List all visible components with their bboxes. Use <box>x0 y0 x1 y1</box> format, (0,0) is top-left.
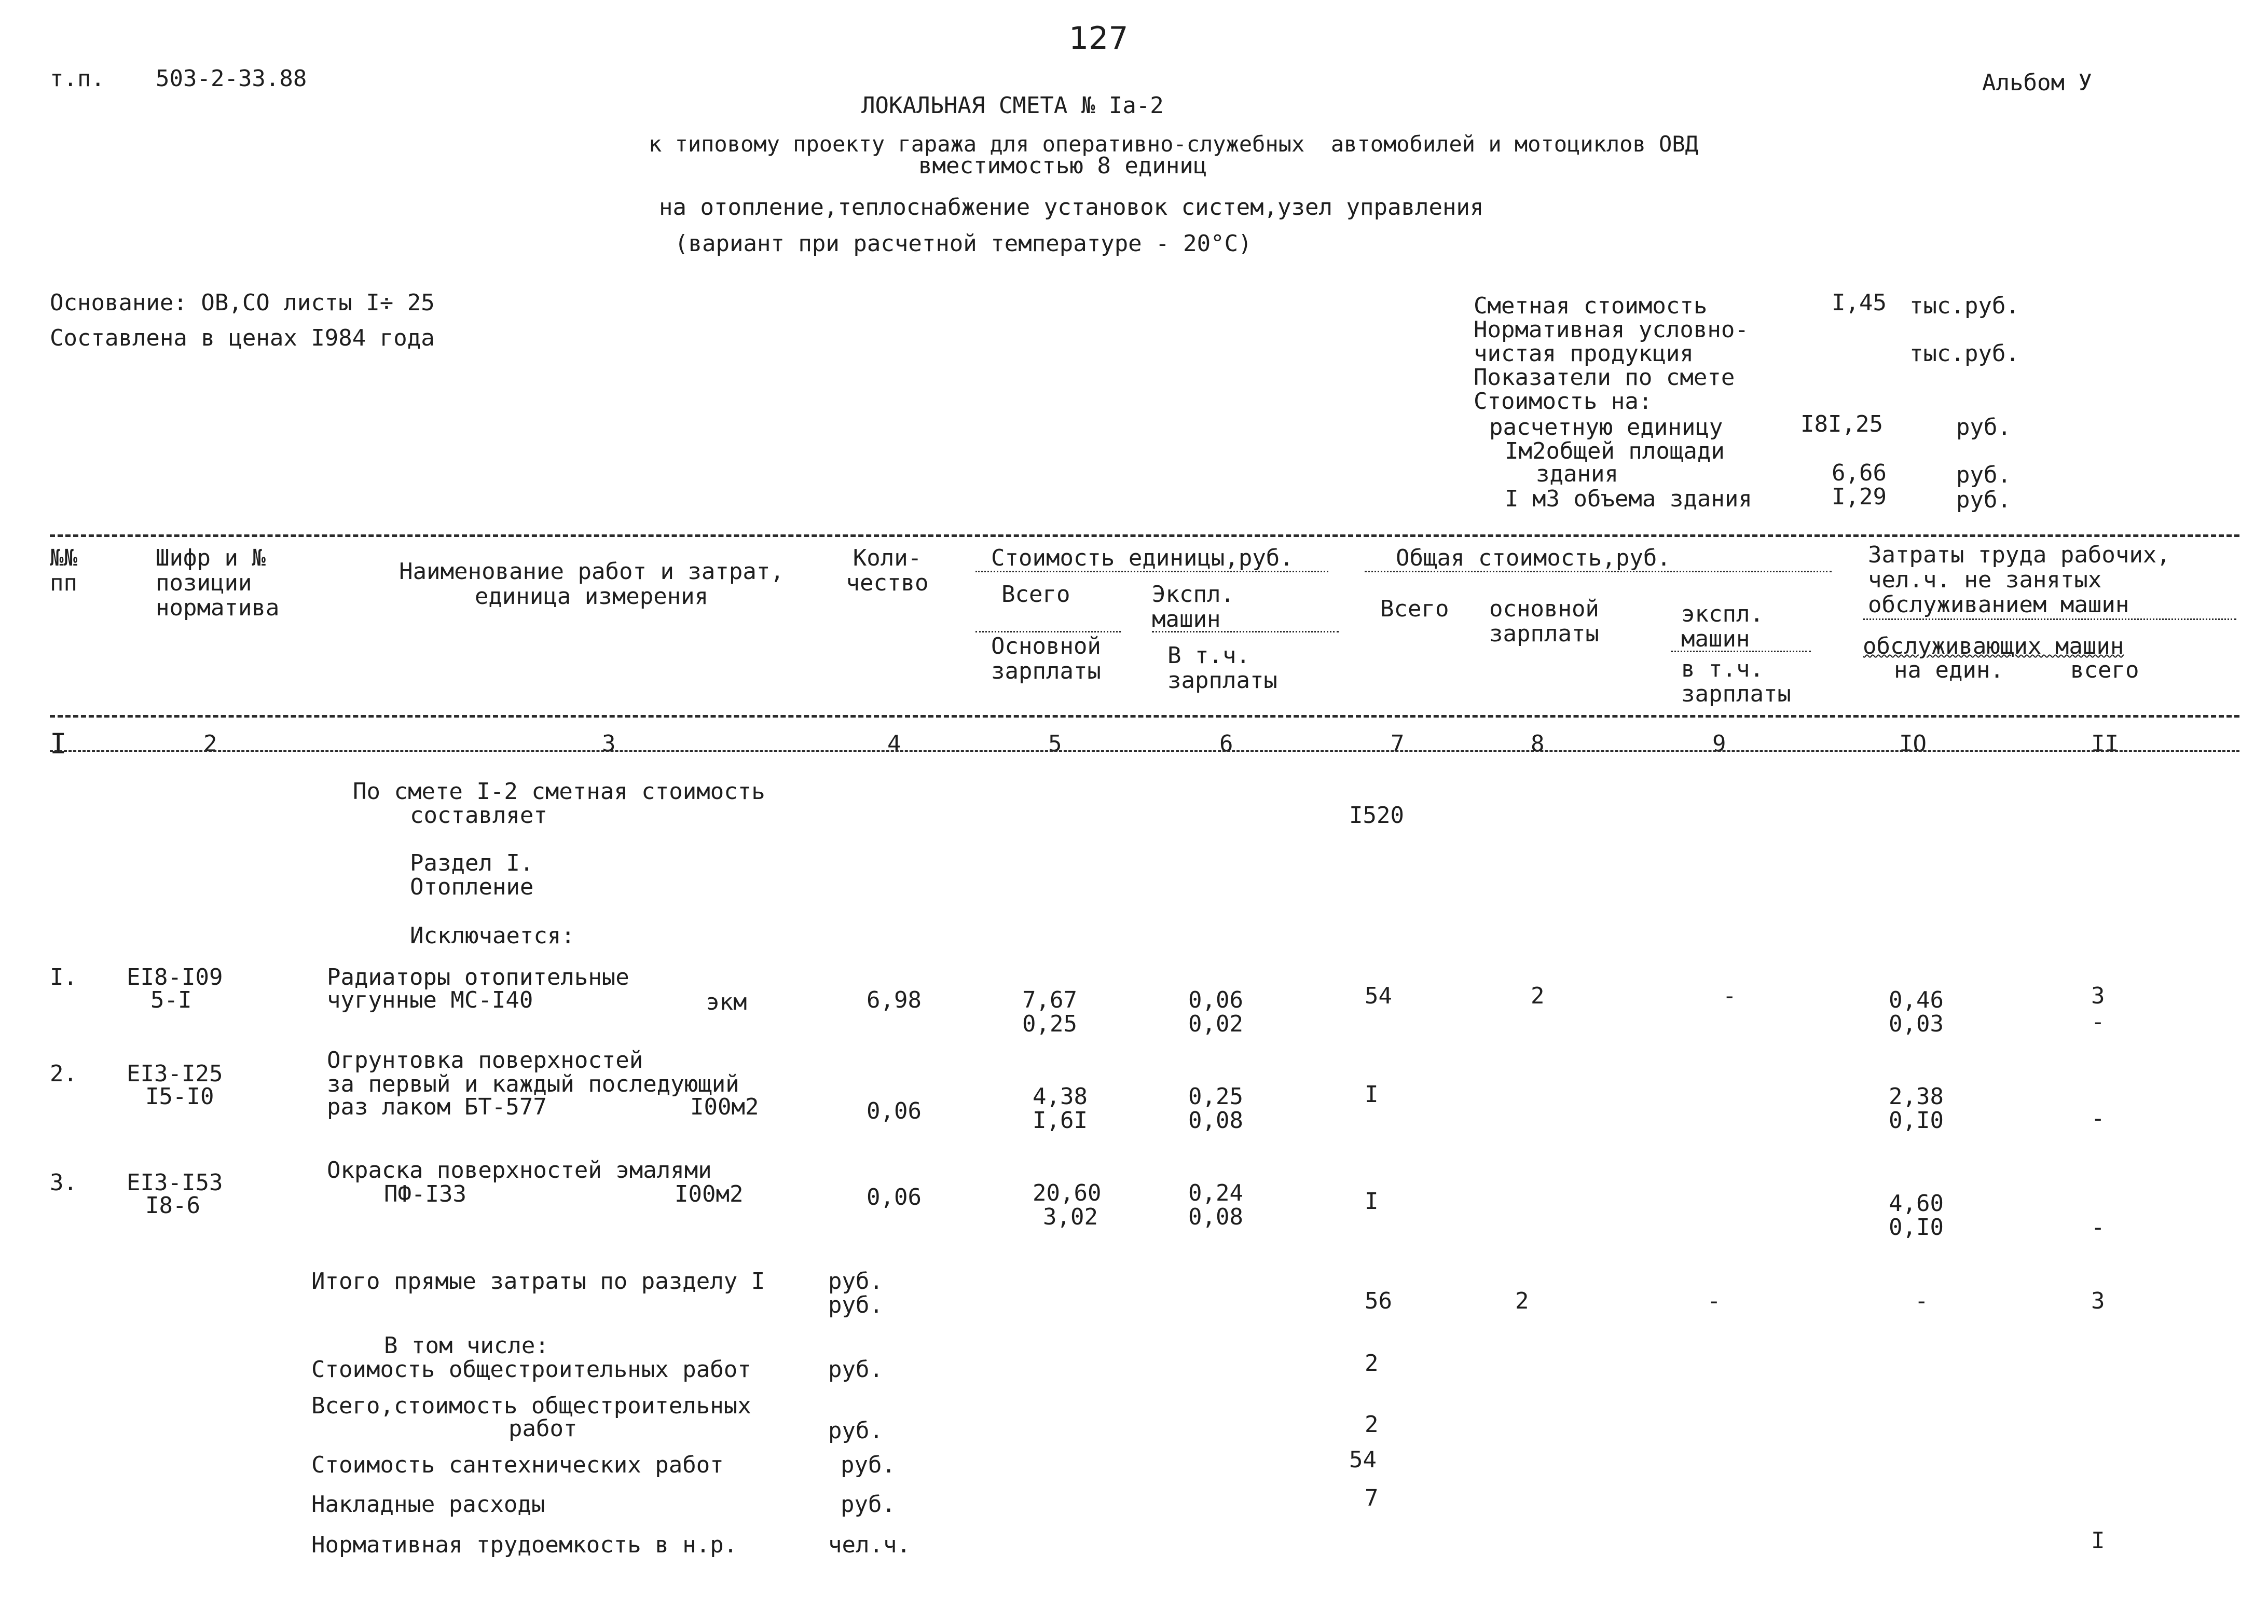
row-total-machines: - <box>1723 983 1737 1009</box>
all-general-label-1: Всего,стоимость общестроительных <box>311 1393 751 1419</box>
col-header-code: Шифр и № позиции норматива <box>156 545 280 621</box>
summary-cost-per-label: Стоимость на: <box>1474 388 1653 415</box>
col-header-labor: Затраты труда рабочих, чел.ч. не занятых обслуживанием машин <box>1868 542 2170 618</box>
all-general-value: 2 <box>1365 1411 1379 1438</box>
unit-machines-rule <box>1152 631 1339 632</box>
row-quantity: 6,98 <box>867 987 922 1013</box>
labor-norm-value: I <box>2091 1527 2105 1554</box>
summary-cost-label: Сметная стоимость <box>1474 293 1708 319</box>
section-name: Отопление <box>410 874 534 900</box>
summary-normative-unit: тыс.руб. <box>1909 340 2019 367</box>
direct-costs-unit-2: руб. <box>828 1292 883 1318</box>
col-header-number: №№ пп <box>50 545 77 596</box>
row-unit-machines: 0,24 <box>1188 1180 1243 1206</box>
subtitle-3: на отопление,теплоснабжение установок систем,узел управления <box>659 194 1484 221</box>
unit-cost-rule <box>975 571 1328 572</box>
project-label: т.п. <box>50 65 105 92</box>
row-name: Окраска поверхностей эмалями <box>327 1157 712 1183</box>
col-header-labor-serving: обслуживающих машин <box>1863 633 2124 659</box>
col-header-labor-per-unit: на един. <box>1894 657 2004 683</box>
general-works-label: Стоимость общестроительных работ <box>311 1356 751 1383</box>
row-unit-machines-salary: 0,08 <box>1188 1204 1243 1230</box>
direct-costs-unit-1: руб. <box>828 1268 883 1295</box>
summary-per-volume-value: I,29 <box>1832 484 1887 510</box>
col-number: 6 <box>1219 731 1233 757</box>
row-code: EI3-I53 <box>127 1169 223 1196</box>
col-number: 8 <box>1531 731 1545 757</box>
col-header-total-cost: Общая стоимость,руб. <box>1396 545 1671 571</box>
row-unit-machines-salary: 0,02 <box>1188 1011 1243 1037</box>
row-quantity: 0,06 <box>867 1098 922 1124</box>
subtitle-1: к типовому проекту гаража для оперативно-служебных автомобилей и мотоциклов ОВД <box>649 131 1698 157</box>
including-label: В том числе: <box>384 1332 549 1359</box>
row-quantity: 0,06 <box>867 1184 922 1210</box>
estimate-line-1: По смете I-2 сметная стоимость <box>353 778 765 805</box>
subtitle-2: вместимостью 8 единиц <box>918 153 1207 179</box>
col-number: 2 <box>203 731 217 757</box>
row-labor-total-2: - <box>2091 1105 2105 1132</box>
total-cost-rule <box>1365 571 1832 572</box>
col-number: 9 <box>1712 731 1726 757</box>
summary-indicators-label: Показатели по смете <box>1474 364 1735 391</box>
row-code-sub: 5-I <box>150 987 192 1013</box>
project-code: 503-2-33.88 <box>156 65 307 92</box>
row-labor-total-2: - <box>2091 1009 2105 1035</box>
col-header-quantity: Коли- чество <box>846 545 929 596</box>
row-labor-unit: 4,60 <box>1889 1190 1944 1217</box>
col-number: IO <box>1899 731 1927 757</box>
summary-per-area-unit: руб. <box>1956 462 2011 488</box>
row-labor-total: 3 <box>2091 983 2105 1009</box>
direct-costs-salary: 2 <box>1515 1288 1529 1314</box>
row-unit-salary: I,6I <box>1033 1107 1088 1134</box>
col-number: 4 <box>887 731 901 757</box>
sanitary-works-label: Стоимость сантехнических работ <box>311 1452 724 1478</box>
col-header-total-salary: основной зарплаты <box>1489 596 1599 647</box>
total-machines-rule <box>1671 651 1811 652</box>
estimate-title: ЛОКАЛЬНАЯ СМЕТА № Iа-2 <box>861 92 1164 119</box>
basis-line: Основание: ОВ,СО листы I÷ 25 <box>50 290 435 316</box>
row-code-sub: I5-I0 <box>145 1083 214 1110</box>
row-total: I <box>1365 1081 1379 1108</box>
summary-normative-label-1: Нормативная условно- <box>1474 316 1749 343</box>
summary-per-volume-label: I м3 объема здания <box>1505 486 1752 512</box>
sanitary-works-value: 54 <box>1349 1447 1377 1473</box>
col-header-unit-salary: Основной зарплаты <box>991 633 1101 684</box>
row-labor-unit-2: 0,I0 <box>1889 1107 1944 1134</box>
overhead-value: 7 <box>1365 1485 1379 1511</box>
summary-per-area-label-1: Iм2общей площади <box>1505 438 1725 464</box>
row-name-2: чугунные МС-I40 <box>327 987 533 1013</box>
sanitary-works-unit: руб. <box>841 1452 896 1478</box>
summary-per-volume-unit: руб. <box>1956 487 2011 513</box>
header-bottom-rule <box>50 715 2239 718</box>
page-number: 127 <box>1069 20 1129 57</box>
all-general-label-2: работ <box>508 1415 578 1442</box>
unit-salary-rule <box>975 631 1121 632</box>
col-header-total-all: Всего <box>1380 596 1449 622</box>
row-unit: I00м2 <box>690 1094 759 1120</box>
row-name: Радиаторы отопительные <box>327 964 629 990</box>
col-header-labor-total: всего <box>2070 657 2139 683</box>
row-labor-unit-2: 0,I0 <box>1889 1214 1944 1241</box>
row-total: I <box>1365 1188 1379 1215</box>
row-unit: I00м2 <box>675 1181 744 1207</box>
row-code: EI3-I25 <box>127 1061 223 1087</box>
general-works-unit: руб. <box>828 1356 883 1383</box>
row-unit-total: 7,67 <box>1022 987 1077 1013</box>
estimate-value: I520 <box>1349 802 1404 829</box>
row-unit-salary: 3,02 <box>1043 1204 1098 1230</box>
summary-per-unit-value: I8I,25 <box>1800 411 1883 437</box>
general-works-value: 2 <box>1365 1350 1379 1377</box>
direct-costs-machines: - <box>1707 1288 1721 1314</box>
col-number: I <box>50 727 67 760</box>
column-numbers-rule <box>50 750 2239 752</box>
direct-costs-labor-total: 3 <box>2091 1288 2105 1314</box>
album-label: Альбом У <box>1982 70 2092 96</box>
col-header-unit-cost: Стоимость единицы,руб. <box>991 545 1294 571</box>
row-unit-machines-salary: 0,08 <box>1188 1107 1243 1134</box>
row-unit: экм <box>706 989 747 1015</box>
labor-norm-label: Нормативная трудоемкость в н.р. <box>311 1532 738 1558</box>
row-unit-salary: 0,25 <box>1022 1011 1077 1037</box>
row-name: Огрунтовка поверхностей <box>327 1047 643 1074</box>
summary-per-area-label-2: здания <box>1536 461 1618 487</box>
subtitle-4: (вариант при расчетной температуре - 20°С) <box>675 230 1252 257</box>
row-total-salary: 2 <box>1531 983 1545 1009</box>
overhead-unit: руб. <box>841 1491 896 1518</box>
col-number: II <box>2091 731 2119 757</box>
summary-cost-unit: тыс.руб. <box>1909 293 2019 319</box>
col-number: 5 <box>1048 731 1062 757</box>
row-labor-unit-2: 0,03 <box>1889 1011 1944 1037</box>
labor-norm-unit: чел.ч. <box>828 1532 911 1558</box>
row-name-3: раз лаком БТ-577 <box>327 1094 547 1120</box>
labor-rule <box>1863 618 2236 620</box>
col-header-total-machines-salary: в т.ч. зарплаты <box>1681 656 1791 707</box>
row-labor-total-2: - <box>2091 1214 2105 1241</box>
all-general-unit: руб. <box>828 1417 883 1444</box>
row-labor-unit: 2,38 <box>1889 1083 1944 1110</box>
row-name-2: ПФ-I33 <box>384 1181 466 1207</box>
overhead-label: Накладные расходы <box>311 1491 545 1518</box>
summary-cost-value: I,45 <box>1832 290 1887 316</box>
row-number: I. <box>50 964 77 990</box>
col-number: 3 <box>602 731 616 757</box>
col-header-unit-total: Всего <box>1001 581 1070 608</box>
excluded-label: Исключается: <box>410 923 575 949</box>
col-header-total-machines: экспл. машин <box>1681 601 1764 652</box>
col-number: 7 <box>1391 731 1405 757</box>
row-number: 2. <box>50 1061 77 1087</box>
col-header-unit-machines: Экспл. машин <box>1152 581 1234 632</box>
row-name-2: за первый и каждый последующий <box>327 1071 739 1097</box>
estimate-line-2: составляет <box>410 802 547 829</box>
row-code-sub: I8-6 <box>145 1192 200 1219</box>
row-unit-total: 4,38 <box>1033 1083 1088 1110</box>
price-level-line: Составлена в ценах I984 года <box>50 325 435 351</box>
row-code: EI8-I09 <box>127 964 223 990</box>
direct-costs-total: 56 <box>1365 1288 1392 1314</box>
summary-per-unit-label: расчетную единицу <box>1489 414 1723 441</box>
summary-per-unit-unit: руб. <box>1956 414 2011 441</box>
direct-costs-label: Итого прямые затраты по разделу I <box>311 1268 765 1295</box>
col-header-unit-machines-salary: В т.ч. зарплаты <box>1167 642 1277 694</box>
row-total: 54 <box>1365 983 1392 1009</box>
section-title: Раздел I. <box>410 850 534 876</box>
direct-costs-labor-unit: - <box>1915 1288 1929 1314</box>
summary-per-area-value: 6,66 <box>1832 460 1887 486</box>
row-unit-machines: 0,06 <box>1188 987 1243 1013</box>
row-number: 3. <box>50 1169 77 1196</box>
col-header-name: Наименование работ и затрат, единица измерения <box>399 558 784 610</box>
summary-normative-label-2: чистая продукция <box>1474 340 1694 367</box>
row-unit-machines: 0,25 <box>1188 1083 1243 1110</box>
row-labor-unit: 0,46 <box>1889 987 1944 1013</box>
row-unit-total: 20,60 <box>1033 1180 1102 1206</box>
header-top-rule <box>50 534 2239 537</box>
